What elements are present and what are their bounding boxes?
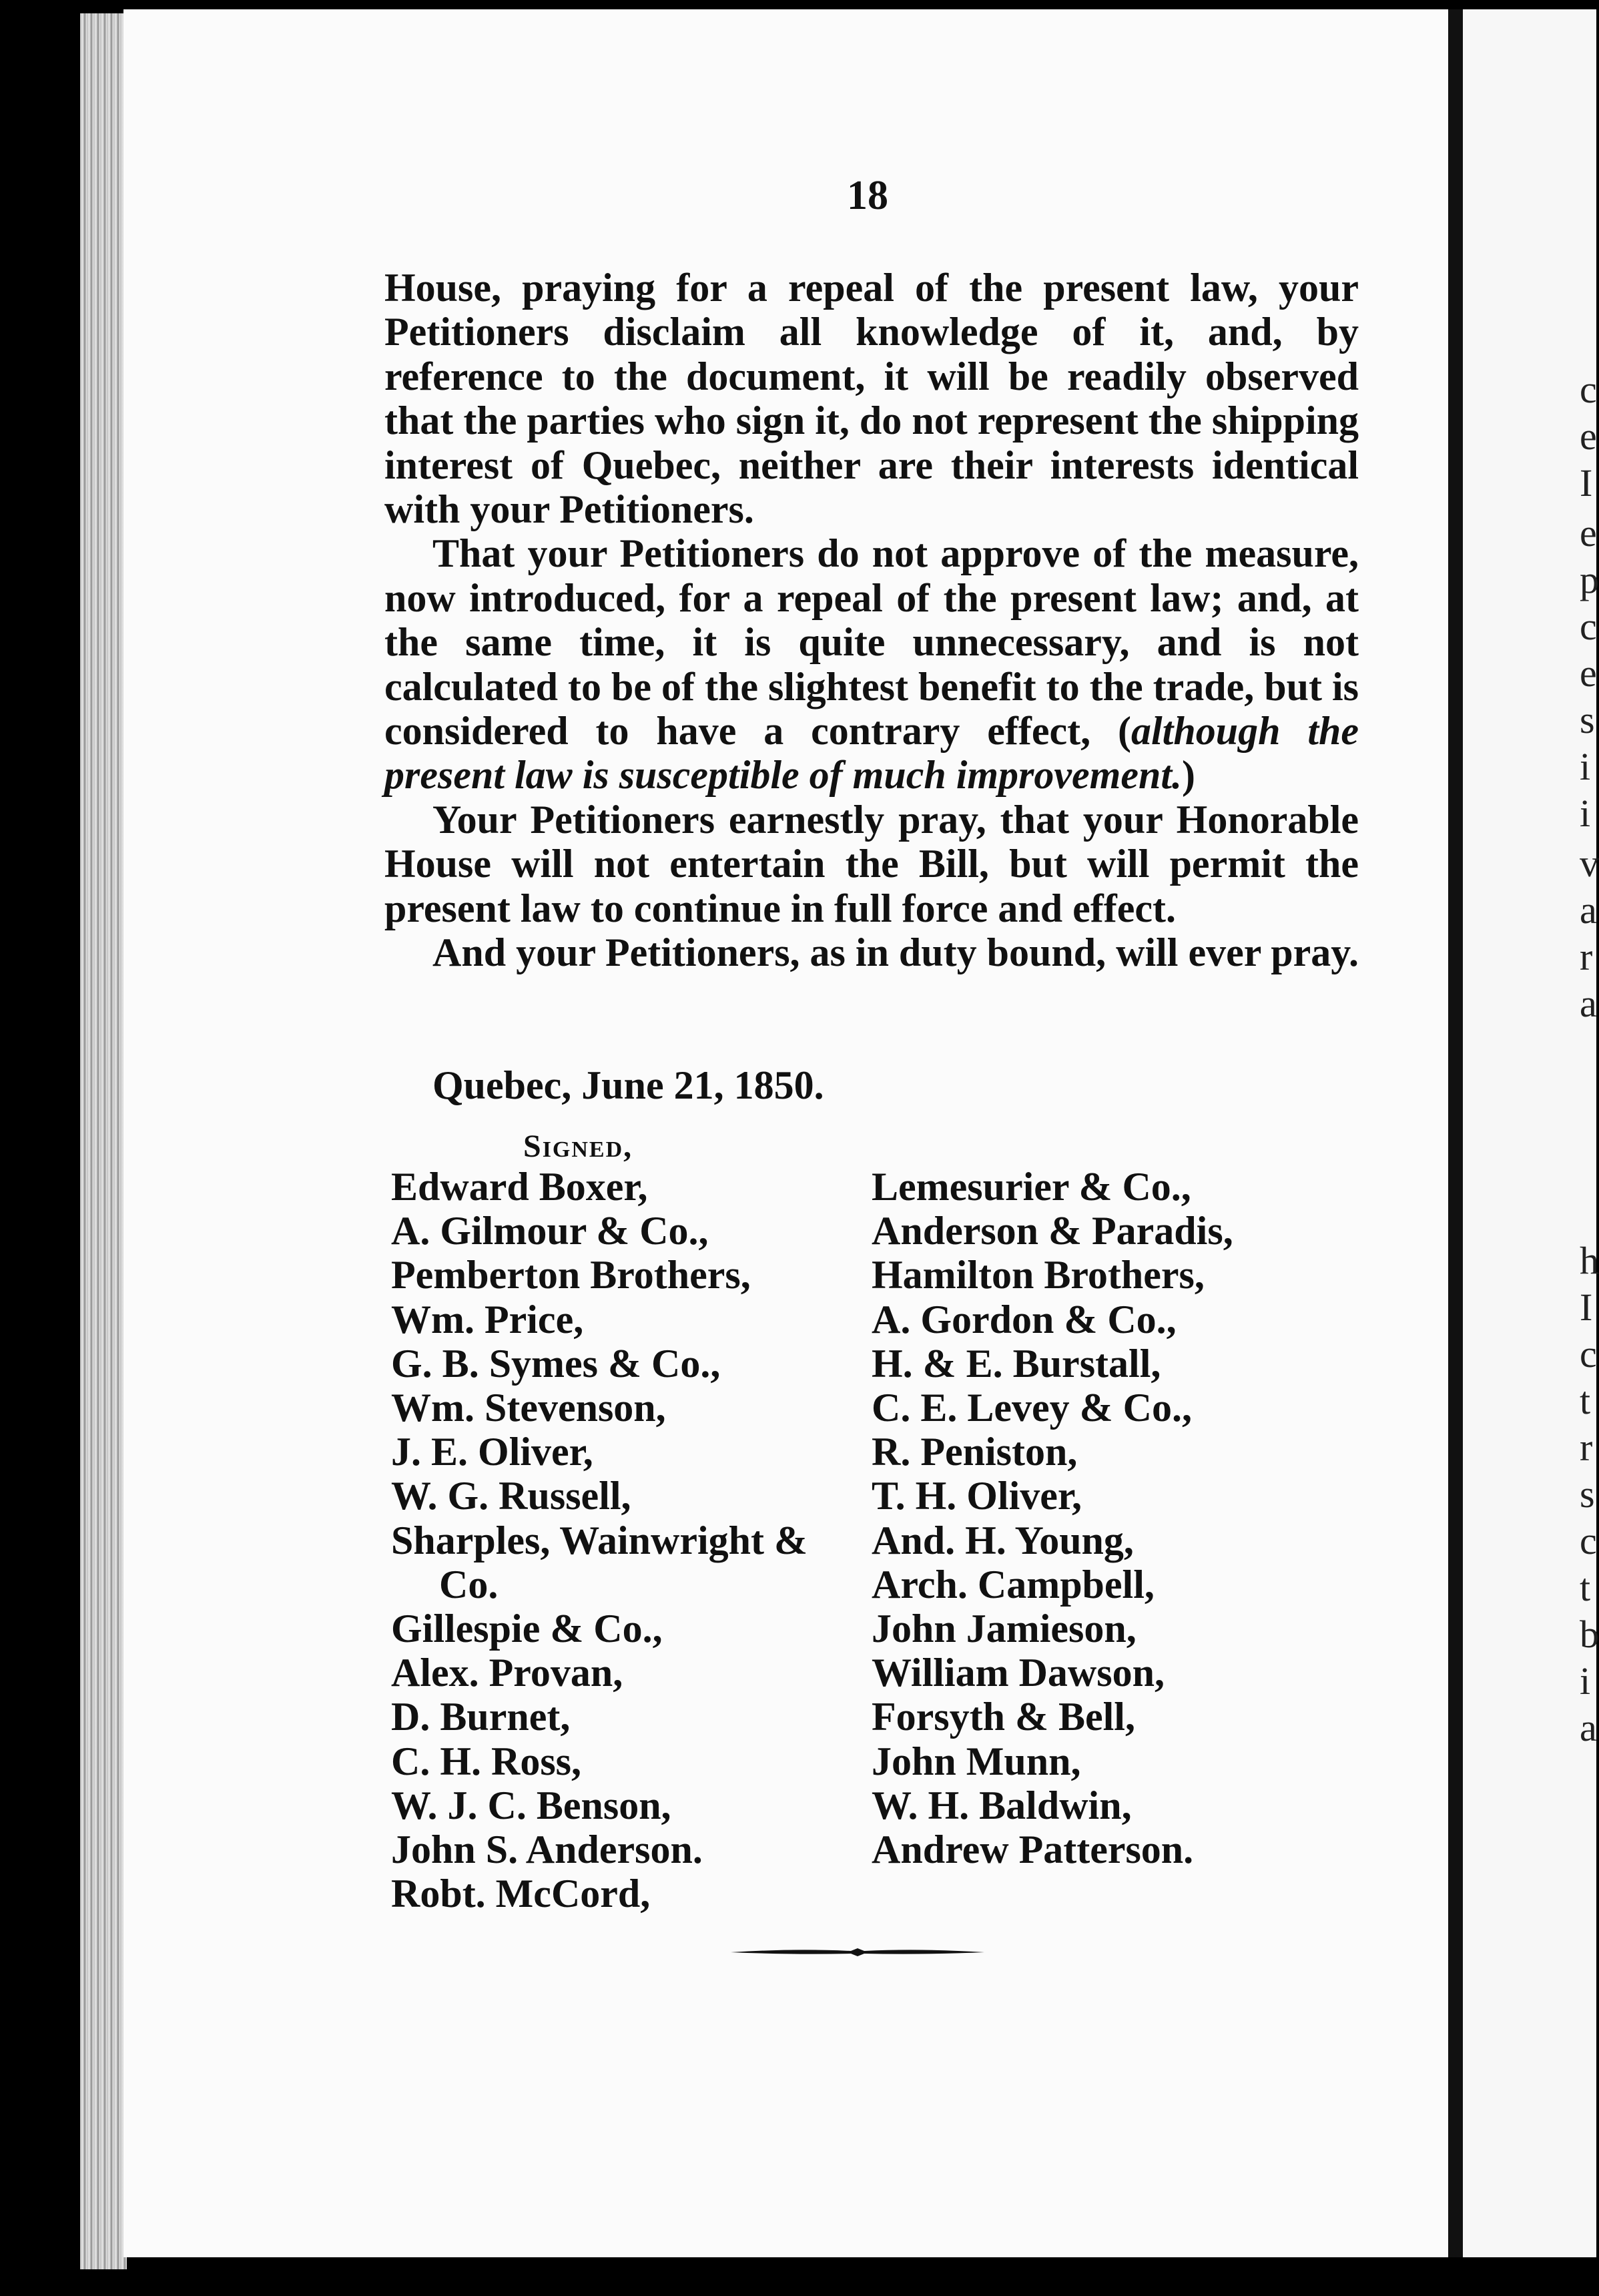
signatory: Gillespie & Co., xyxy=(391,1607,663,1651)
signatory: Anderson & Paradis, xyxy=(872,1209,1233,1253)
signatory: W. G. Russell, xyxy=(391,1474,631,1518)
facing-page-letter: r xyxy=(1580,935,1593,978)
signatory: Andrew Patterson. xyxy=(872,1827,1194,1872)
closing-ornament-rule xyxy=(731,1942,984,1962)
facing-page-letter: t xyxy=(1580,1566,1591,1609)
facing-page-letter: s xyxy=(1580,698,1595,742)
signatory: W. H. Baldwin, xyxy=(872,1783,1132,1827)
signatory: John S. Anderson. xyxy=(391,1827,703,1872)
facing-page-letter: r xyxy=(1580,1426,1593,1469)
facing-page-letter: e xyxy=(1580,414,1597,458)
signatory: H. & E. Burstall, xyxy=(872,1341,1161,1386)
signatory: Edward Boxer, xyxy=(391,1165,648,1209)
signatures-left-column xyxy=(391,1165,872,1916)
signatory: G. B. Symes & Co., xyxy=(391,1341,721,1386)
paragraph-3: Your Petitioners earnestly pray, that your Honorable House will not entertain the Bill, but will permit the present law to continue in full force and effect. xyxy=(384,797,1359,930)
signatory: John Munn, xyxy=(872,1739,1081,1783)
signatory: John Jamieson, xyxy=(872,1607,1137,1651)
paragraph-2: That your Petitioners do not approve of the measure, now introduced, for a repeal of the present law; and, at the same time, it is quite unnecessary, and is not calculated to be of the slightest benefit to the trade, but is considered to have a contrary effect, (although the present law is susceptible of much improvement.) xyxy=(384,531,1359,798)
facing-page-letter: a xyxy=(1580,982,1597,1025)
signatory: Wm. Price, xyxy=(391,1297,584,1342)
facing-page-letter: h xyxy=(1580,1239,1599,1282)
paragraph-4: And your Petitioners, as in duty bound, will ever pray. xyxy=(432,930,1359,975)
facing-page-letter: c xyxy=(1580,368,1597,411)
signatory: Alex. Provan, xyxy=(391,1651,623,1695)
signatory: J. E. Oliver, xyxy=(391,1430,593,1474)
facing-page-letter: i xyxy=(1580,1659,1591,1703)
signatory: Arch. Campbell, xyxy=(872,1562,1155,1607)
facing-page-letter: c xyxy=(1580,605,1597,648)
signatory: R. Peniston, xyxy=(872,1430,1078,1474)
facing-page-letter: c xyxy=(1580,1519,1597,1562)
facing-page-letter: i xyxy=(1580,745,1591,788)
signatory: And. H. Young, xyxy=(872,1518,1134,1562)
facing-page-letter: I xyxy=(1580,1285,1593,1329)
signatory: T. H. Oliver, xyxy=(872,1474,1082,1518)
facing-page-letter: c xyxy=(1580,1332,1597,1376)
facing-page-letter: e xyxy=(1580,651,1597,695)
book-gutter xyxy=(1448,9,1463,2257)
facing-page-letter: i xyxy=(1580,792,1591,835)
signatory: Pemberton Brothers, xyxy=(391,1253,751,1298)
facing-page-letter: b xyxy=(1580,1613,1599,1656)
signatory: Robt. McCord, xyxy=(391,1872,651,1916)
facing-page-letter: t xyxy=(1580,1379,1591,1422)
italic-aside: although the present law is susceptible of much improvement. xyxy=(384,709,1359,798)
petition-text xyxy=(384,266,1359,975)
signatory: Sharples, Wainwright & xyxy=(391,1518,808,1562)
dateline: Quebec, June 21, 1850. xyxy=(432,1063,824,1107)
book-page-edges xyxy=(80,13,127,2269)
signatory: Forsyth & Bell, xyxy=(872,1695,1135,1739)
signatory: Hamilton Brothers, xyxy=(872,1253,1205,1298)
facing-page-edge xyxy=(1463,9,1599,2257)
facing-page-letter: p xyxy=(1580,558,1599,601)
signatory: C. E. Levey & Co., xyxy=(872,1386,1192,1430)
signatory: D. Burnet, xyxy=(391,1695,571,1739)
facing-page-letter: a xyxy=(1580,888,1597,932)
signatory: William Dawson, xyxy=(872,1651,1165,1695)
signatory: W. J. C. Benson, xyxy=(391,1783,671,1827)
signatures-right-column xyxy=(872,1165,1339,1872)
paragraph-1: House, praying for a repeal of the present law, your Petitioners disclaim all knowledge of it, and, by reference to the document, it will be readily observed that the parties who sign it, do not represent the shipping interest of Quebec, neither are their interests identical with your Petitioners. xyxy=(384,266,1359,532)
facing-page-letter: e xyxy=(1580,511,1597,555)
signatory: Lemesurier & Co., xyxy=(872,1165,1191,1209)
signatory: Wm. Stevenson, xyxy=(391,1386,666,1430)
facing-page-letter: s xyxy=(1580,1472,1595,1516)
facing-page-letter: a xyxy=(1580,1706,1597,1749)
page-number: 18 xyxy=(847,173,888,218)
facing-page-letter: I xyxy=(1580,461,1593,505)
signatory: A. Gilmour & Co., xyxy=(391,1209,709,1253)
signed-label: Signed, xyxy=(523,1129,633,1164)
signatory: C. H. Ross, xyxy=(391,1739,582,1783)
signatory-continued: Co. xyxy=(439,1562,499,1607)
facing-page-letter: v xyxy=(1580,842,1599,885)
signatory: A. Gordon & Co., xyxy=(872,1297,1177,1342)
